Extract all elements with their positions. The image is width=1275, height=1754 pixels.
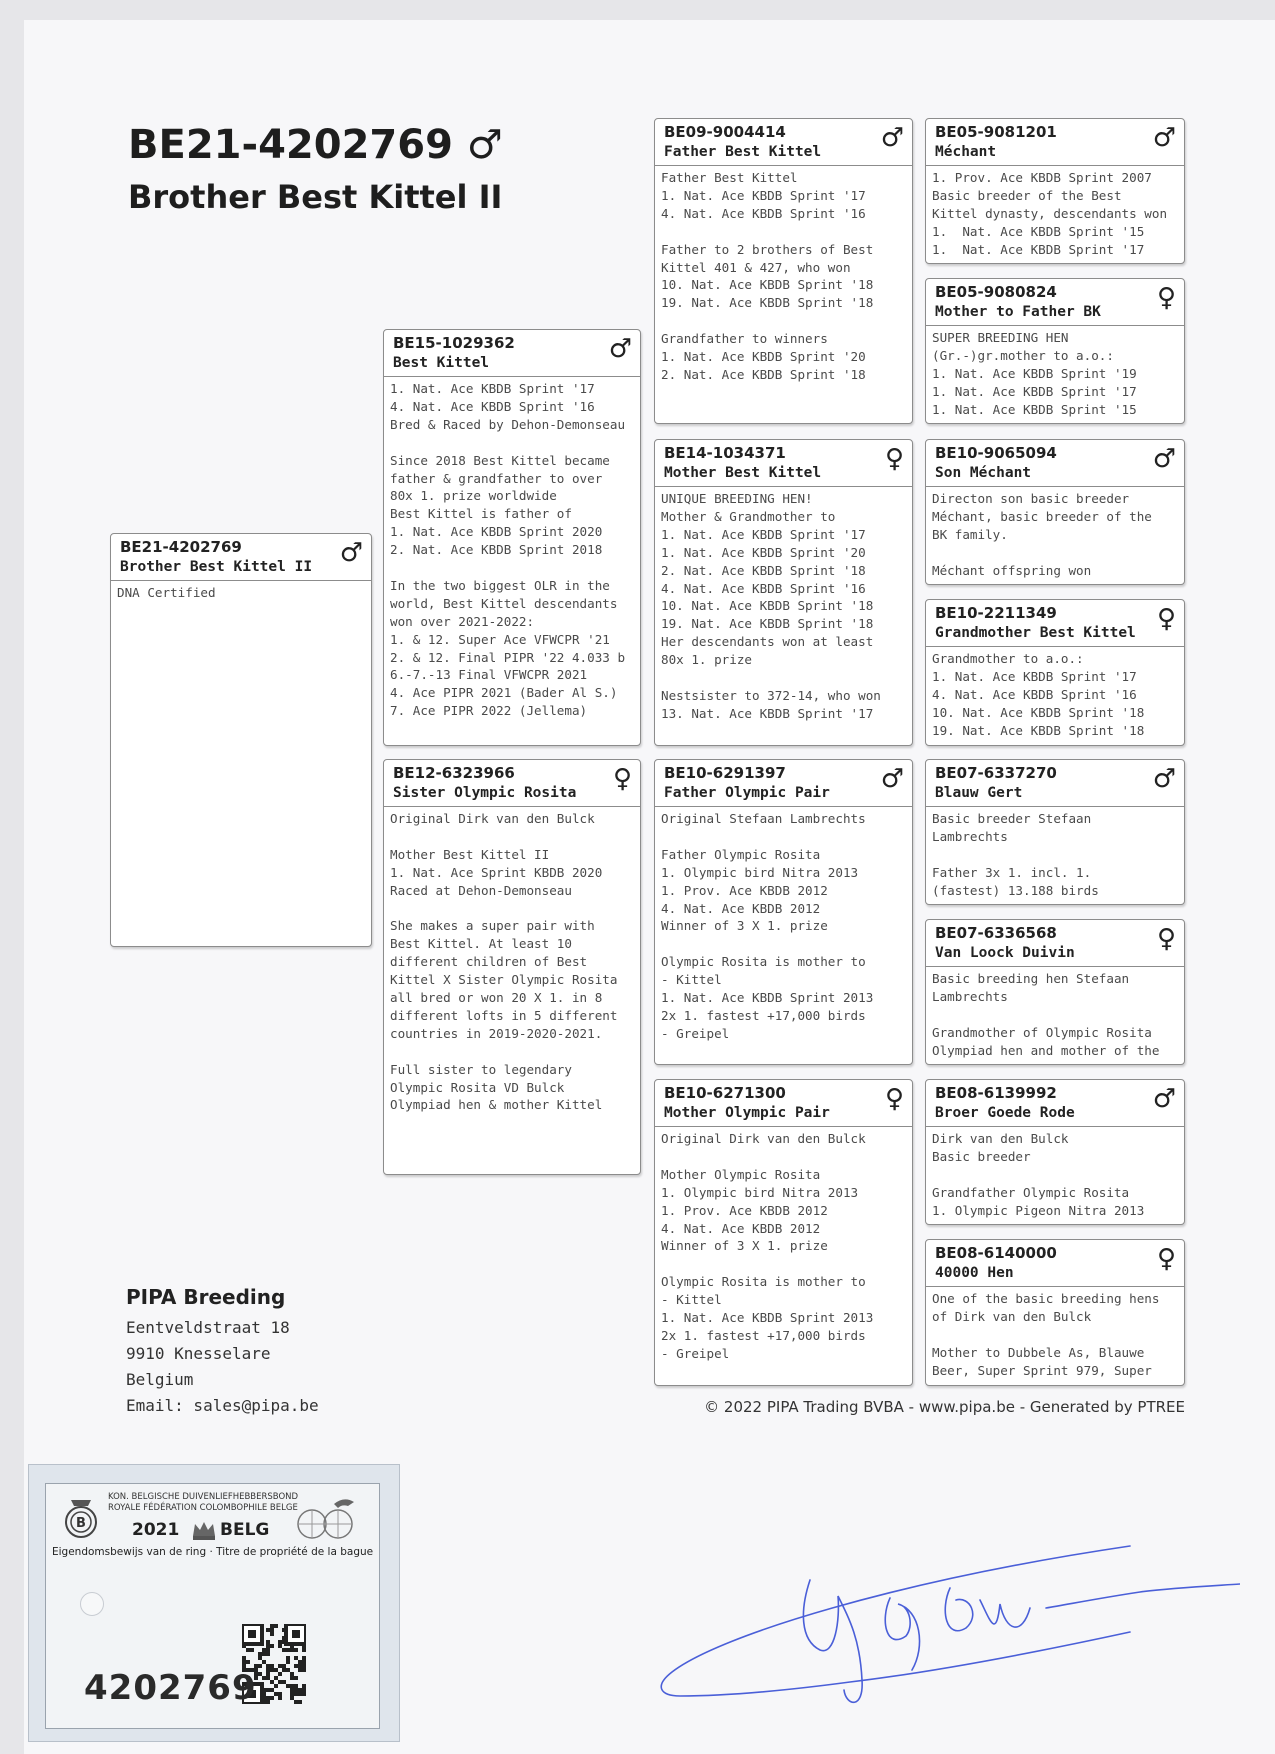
card-header	[926, 600, 1184, 647]
pigeon-name: Best Kittel	[393, 355, 490, 371]
note-line: 1. Nat. Ace KBDB Sprint '20	[661, 349, 866, 365]
note-line: 1. Olympic bird Nitra 2013	[661, 1184, 859, 1200]
note-line: 4. Nat. Ace KBDB 2012	[661, 1220, 821, 1236]
federation-logo-icon	[56, 1492, 106, 1542]
note-line: 1. & 12. Super Ace VFWCPR '21	[390, 631, 610, 647]
pigeon-name: Father Olympic Pair	[664, 785, 830, 801]
ring-number: BE09-9004414	[664, 123, 786, 141]
card-notes	[655, 166, 912, 384]
card-header	[655, 119, 912, 166]
note-line: countries in 2019-2020-2021.	[390, 1025, 603, 1041]
note-line: 1. Nat. Ace KBDB Sprint '19	[932, 365, 1137, 381]
note-line	[661, 669, 906, 687]
note-line: 2. & 12. Final PIPR '22 4.033 b	[390, 649, 626, 665]
ring-card-organisation	[108, 1492, 298, 1514]
card-notes	[926, 807, 1184, 900]
note-line	[661, 1148, 906, 1166]
note-line	[932, 544, 1178, 562]
pigeon-name: Mother Best Kittel	[664, 465, 822, 481]
note-line: 2x 1. fastest +17,000 birds	[661, 1327, 866, 1343]
card-header	[926, 279, 1184, 326]
note-line: Grandmother to a.o.:	[932, 651, 1084, 666]
note-line: Olympic Rosita is mother to	[661, 954, 866, 970]
note-line: 1. Olympic Pigeon Nitra 2013	[932, 1202, 1145, 1218]
card-header	[926, 1080, 1184, 1127]
note-line: Mother & Grandmother to	[661, 508, 836, 524]
note-line: Olympic Rosita VD Bulck	[390, 1079, 565, 1095]
note-line: One of the basic breeding hens	[932, 1291, 1160, 1306]
card-header	[926, 760, 1184, 807]
note-line	[390, 828, 634, 846]
note-line: won over 2021-2022:	[390, 613, 535, 629]
note-line: 1. Prov. Ace KBDB 2012	[661, 1202, 828, 1218]
pigeon-card-mother-mother[interactable]	[654, 1079, 913, 1386]
note-line: Winner of 3 X 1. prize	[661, 1238, 828, 1254]
male-sex-icon: ♂	[1152, 123, 1176, 153]
note-line: She makes a super pair with	[390, 918, 595, 934]
note-line: different lofts in 5 different	[390, 1007, 618, 1023]
note-line: Basic breeding hen Stefaan	[932, 971, 1130, 986]
note-line	[932, 1166, 1178, 1184]
card-notes	[926, 967, 1184, 1060]
note-line: 4. Nat. Ace KBDB Sprint '16	[390, 398, 595, 414]
pigeon-card-mff[interactable]	[925, 759, 1185, 905]
note-line	[390, 1043, 634, 1061]
page-title-ring: BE21-4202769 ♂	[128, 122, 503, 168]
note-line	[932, 846, 1178, 864]
note-line: 6.-7.-13 Final VFWCPR 2021	[390, 667, 588, 683]
pigeon-card-mother-father[interactable]	[654, 759, 913, 1065]
pigeon-name: Grandmother Best Kittel	[935, 625, 1136, 641]
note-line: Directon son basic breeder	[932, 491, 1130, 506]
note-line: 4. Nat. Ace KBDB Sprint '16	[932, 686, 1137, 702]
note-line: 1. Nat. Ace KBDB Sprint '17	[932, 668, 1137, 684]
page-title-name: Brother Best Kittel II	[128, 178, 503, 216]
note-line: Kittel X Sister Olympic Rosita	[390, 972, 618, 988]
pigeon-name: Méchant	[935, 144, 997, 160]
note-line: Méchant offspring won	[932, 562, 1092, 578]
pigeon-card-fmf[interactable]	[925, 439, 1185, 585]
ring-number: BE07-6337270	[935, 764, 1057, 782]
card-header	[926, 920, 1184, 967]
note-line: Dirk van den Bulck	[932, 1131, 1069, 1146]
card-notes	[384, 377, 640, 720]
org-name-nl: KON. BELGISCHE DUIVENLIEFHEBBERSBOND	[108, 1492, 299, 1502]
card-notes	[926, 647, 1184, 740]
note-line: 80x 1. prize	[661, 652, 752, 668]
note-line: Olympiad hen and mother of the	[932, 1042, 1160, 1058]
note-line: Olympic Rosita is mother to	[661, 1274, 866, 1290]
note-line	[661, 1255, 906, 1273]
note-line: 1. Nat. Ace KBDB Sprint '15	[932, 401, 1137, 417]
note-line: of Dirk van den Bulck	[932, 1308, 1092, 1324]
note-line: - Kittel	[661, 1292, 722, 1308]
pigeon-card-fmm[interactable]	[925, 599, 1185, 746]
ring-number: BE10-2211349	[935, 604, 1057, 622]
note-line: Original Dirk van den Bulck	[390, 811, 595, 826]
note-line: 2. Nat. Ace KBDB Sprint '18	[661, 366, 866, 382]
note-line: 2. Nat. Ace KBDB Sprint '18	[661, 562, 866, 578]
card-header	[926, 119, 1184, 166]
pigeon-card-subject[interactable]	[110, 533, 372, 947]
card-notes	[926, 487, 1184, 580]
note-line: 1. Nat. Ace KBDB Sprint 2013	[661, 1310, 874, 1326]
note-line: 10. Nat. Ace KBDB Sprint '18	[661, 598, 874, 614]
note-line: Beer, Super Sprint 979, Super	[932, 1362, 1152, 1378]
card-header	[384, 760, 640, 807]
note-line: BK family.	[932, 526, 1008, 542]
note-line: Lambrechts	[932, 988, 1008, 1004]
pigeon-name: Blauw Gert	[935, 785, 1023, 801]
note-line: world, Best Kittel descendants	[390, 595, 618, 611]
note-line: 4. Nat. Ace KBDB Sprint '16	[661, 205, 866, 221]
ring-card-title: Eigendomsbewijs van de ring · Titre de propriété de la bague	[52, 1546, 374, 1558]
note-line: In the two biggest OLR in the	[390, 577, 610, 593]
note-line	[932, 1006, 1178, 1024]
note-line: 19. Nat. Ace KBDB Sprint '18	[932, 722, 1145, 738]
note-line: 1. Nat. Ace KBDB Sprint '15	[932, 223, 1145, 239]
note-line: 19. Nat. Ace KBDB Sprint '18	[661, 295, 874, 311]
note-line: Olympiad hen & mother Kittel	[390, 1097, 603, 1113]
note-line	[661, 828, 906, 846]
note-line: Kittel 401 & 427, who won	[661, 259, 851, 275]
note-line: 1. Nat. Ace KBDB Sprint 2013	[661, 990, 874, 1006]
ring-ownership-card	[28, 1464, 400, 1742]
pigeon-card-mfm[interactable]	[925, 919, 1185, 1065]
breeder-street: Eentveldstraat 18	[126, 1318, 290, 1337]
pigeon-card-father-father[interactable]	[654, 118, 913, 424]
note-line: 4. Nat. Ace KBDB Sprint '16	[661, 580, 866, 596]
note-line: all bred or won 20 X 1. in 8	[390, 990, 603, 1006]
card-notes	[655, 807, 912, 1043]
card-header	[655, 760, 912, 807]
pigeon-card-mmf[interactable]	[925, 1079, 1185, 1225]
note-line: Best Kittel is father of	[390, 506, 572, 522]
ring-card-year: 2021	[132, 1520, 180, 1540]
note-line: Since 2018 Best Kittel became	[390, 452, 610, 468]
card-header	[926, 1240, 1184, 1287]
pigeon-card-fff[interactable]	[925, 118, 1185, 264]
card-notes	[655, 1127, 912, 1363]
footer-copyright: © 2022 PIPA Trading BVBA - www.pipa.be - Generated by PTREE	[704, 1398, 1185, 1416]
pigeon-name: Mother to Father BK	[935, 304, 1101, 320]
svg-text:B: B	[76, 1516, 86, 1531]
pigeon-card-father[interactable]	[383, 329, 641, 746]
ring-number: BE21-4202769	[120, 538, 242, 556]
note-line: 4. Nat. Ace KBDB 2012	[661, 900, 821, 916]
note-line: 1. Nat. Ace KBDB Sprint '17	[932, 241, 1145, 257]
note-line	[390, 559, 634, 577]
male-sex-icon: ♂	[608, 334, 632, 364]
note-line: 19. Nat. Ace KBDB Sprint '18	[661, 616, 874, 632]
card-header	[655, 1080, 912, 1127]
note-line: Original Dirk van den Bulck	[661, 1131, 866, 1146]
male-sex-icon: ♂	[1152, 1084, 1176, 1114]
globe-dove-emblem-icon	[282, 1494, 372, 1544]
note-line: (Gr.-)gr.mother to a.o.:	[932, 347, 1114, 363]
female-sex-icon: ♀	[1156, 604, 1176, 634]
male-sex-icon: ♂	[880, 123, 904, 153]
note-line: (fastest) 13.188 birds	[932, 882, 1099, 898]
note-line: Father to 2 brothers of Best	[661, 241, 874, 257]
card-notes	[111, 581, 371, 602]
note-line	[390, 900, 634, 918]
female-sex-icon: ♀	[1156, 1244, 1176, 1274]
note-line: Nestsister to 372-14, who won	[661, 687, 881, 703]
breeder-title: PIPA Breeding	[126, 1285, 286, 1309]
pigeon-card-father-mother[interactable]	[654, 439, 913, 746]
note-line: - Kittel	[661, 972, 722, 988]
female-sex-icon: ♀	[612, 764, 632, 794]
female-sex-icon: ♀	[884, 444, 904, 474]
ring-number: BE10-6271300	[664, 1084, 786, 1102]
pigeon-name: Brother Best Kittel II	[120, 559, 313, 575]
female-sex-icon: ♀	[1156, 924, 1176, 954]
male-sex-icon: ♂	[339, 538, 363, 568]
note-line: Méchant, basic breeder of the	[932, 508, 1152, 524]
card-punch-hole	[80, 1592, 104, 1616]
breeder-city: 9910 Knesselare	[126, 1344, 271, 1363]
note-line: Basic breeder of the Best	[932, 187, 1122, 203]
note-line: Winner of 3 X 1. prize	[661, 918, 828, 934]
note-line: 1. Nat. Ace KBDB Sprint '17	[390, 381, 595, 396]
note-line: Mother Olympic Rosita	[661, 1166, 821, 1182]
breeder-country: Belgium	[126, 1370, 194, 1389]
breeder-email[interactable]: Email: sales@pipa.be	[126, 1396, 319, 1415]
card-header	[655, 440, 912, 487]
note-line: Lambrechts	[932, 828, 1008, 844]
pigeon-name: Mother Olympic Pair	[664, 1105, 830, 1121]
ring-number: BE10-9065094	[935, 444, 1057, 462]
note-line: 13. Nat. Ace KBDB Sprint '17	[661, 705, 874, 721]
note-line: 1. Nat. Ace KBDB Sprint 2020	[390, 524, 603, 540]
ring-card-country: BELG	[220, 1520, 270, 1540]
note-line: 1. Prov. Ace KBDB 2012	[661, 882, 828, 898]
ring-card-number: 4202769	[84, 1668, 257, 1708]
note-line: Grandmother of Olympic Rosita	[932, 1024, 1152, 1040]
note-line: 1. Nat. Ace KBDB Sprint '17	[932, 383, 1137, 399]
female-sex-icon: ♀	[1156, 283, 1176, 313]
note-line: Full sister to legendary	[390, 1061, 572, 1077]
note-line: Mother to Dubbele As, Blauwe	[932, 1344, 1145, 1360]
handwritten-signature	[650, 1500, 1240, 1710]
pigeon-card-ffm[interactable]	[925, 278, 1185, 424]
note-line: 1. Nat. Ace Sprint KBDB 2020	[390, 864, 603, 880]
ring-number: BE15-1029362	[393, 334, 515, 352]
note-line	[661, 312, 906, 330]
note-line: Father Olympic Rosita	[661, 846, 821, 862]
pigeon-name: Broer Goede Rode	[935, 1105, 1075, 1121]
note-line: 1. Nat. Ace KBDB Sprint '17	[661, 526, 866, 542]
note-line: - Greipel	[661, 1345, 730, 1361]
note-line: Bred & Raced by Dehon-Demonseau	[390, 416, 626, 432]
ring-number: BE08-6139992	[935, 1084, 1057, 1102]
ring-number: BE08-6140000	[935, 1244, 1057, 1262]
note-line: 1. Olympic bird Nitra 2013	[661, 864, 859, 880]
male-sex-icon: ♂	[1152, 444, 1176, 474]
note-line: Grandfather to winners	[661, 331, 828, 347]
male-sex-icon: ♂	[1152, 764, 1176, 794]
note-line: Her descendants won at least	[661, 634, 874, 650]
note-line: 1. Nat. Ace KBDB Sprint '20	[661, 544, 866, 560]
card-notes	[926, 326, 1184, 419]
note-line: Grandfather Olympic Rosita	[932, 1184, 1130, 1200]
note-line: Raced at Dehon-Demonseau	[390, 882, 572, 898]
note-line: UNIQUE BREEDING HEN!	[661, 491, 813, 506]
note-line: Best Kittel. At least 10	[390, 936, 572, 952]
card-header	[926, 440, 1184, 487]
ring-number: BE05-9080824	[935, 283, 1057, 301]
card-notes	[384, 807, 640, 1114]
note-line: 4. Ace PIPR 2021 (Bader Al S.)	[390, 685, 618, 701]
note-line: Father 3x 1. incl. 1.	[932, 864, 1092, 880]
note-line	[661, 935, 906, 953]
note-line: DNA Certified	[117, 585, 216, 600]
card-header	[111, 534, 371, 581]
note-line: father & grandfather to over	[390, 470, 603, 486]
note-line	[661, 223, 906, 241]
pigeon-card-mother[interactable]	[383, 759, 641, 1175]
note-line: Mother Best Kittel II	[390, 846, 550, 862]
note-line: 80x 1. prize worldwide	[390, 488, 557, 504]
pigeon-name: Father Best Kittel	[664, 144, 822, 160]
pigeon-name: Son Méchant	[935, 465, 1032, 481]
note-line: Basic breeder Stefaan	[932, 811, 1092, 826]
note-line: - Greipel	[661, 1025, 730, 1041]
ring-number: BE10-6291397	[664, 764, 786, 782]
note-line: 1. Nat. Ace KBDB Sprint '17	[661, 187, 866, 203]
pigeon-name: Sister Olympic Rosita	[393, 785, 577, 801]
note-line: Father Best Kittel	[661, 170, 798, 185]
note-line: 1. Prov. Ace KBDB Sprint 2007	[932, 170, 1152, 185]
note-line: different children of Best	[390, 954, 588, 970]
note-line	[932, 1326, 1178, 1344]
note-line: Original Stefaan Lambrechts	[661, 811, 866, 826]
card-notes	[926, 166, 1184, 259]
female-sex-icon: ♀	[884, 1084, 904, 1114]
card-notes	[926, 1287, 1184, 1380]
ring-number: BE12-6323966	[393, 764, 515, 782]
ring-number: BE07-6336568	[935, 924, 1057, 942]
pigeon-card-mmm[interactable]	[925, 1239, 1185, 1386]
pigeon-name: 40000 Hen	[935, 1265, 1014, 1281]
note-line: 10. Nat. Ace KBDB Sprint '18	[932, 704, 1145, 720]
breeder-address	[126, 1283, 319, 1419]
note-line: 2x 1. fastest +17,000 birds	[661, 1007, 866, 1023]
org-name-fr: ROYALE FÉDÉRATION COLOMBOPHILE BELGE	[108, 1503, 298, 1513]
note-line: SUPER BREEDING HEN	[932, 330, 1069, 345]
note-line: 7. Ace PIPR 2022 (Jellema)	[390, 703, 588, 719]
crown-icon	[191, 1518, 217, 1542]
card-notes	[926, 1127, 1184, 1220]
pigeon-name: Van Loock Duivin	[935, 945, 1075, 961]
male-sex-icon: ♂	[880, 764, 904, 794]
note-line	[390, 434, 634, 452]
note-line: 2. Nat. Ace KBDB Sprint 2018	[390, 542, 603, 558]
ring-number: BE14-1034371	[664, 444, 786, 462]
note-line: Kittel dynasty, descendants won	[932, 205, 1168, 221]
card-header	[384, 330, 640, 377]
card-notes	[655, 487, 912, 723]
note-line: Basic breeder	[932, 1148, 1031, 1164]
note-line: 10. Nat. Ace KBDB Sprint '18	[661, 277, 874, 293]
ring-card-inner	[45, 1483, 380, 1729]
ring-number: BE05-9081201	[935, 123, 1057, 141]
